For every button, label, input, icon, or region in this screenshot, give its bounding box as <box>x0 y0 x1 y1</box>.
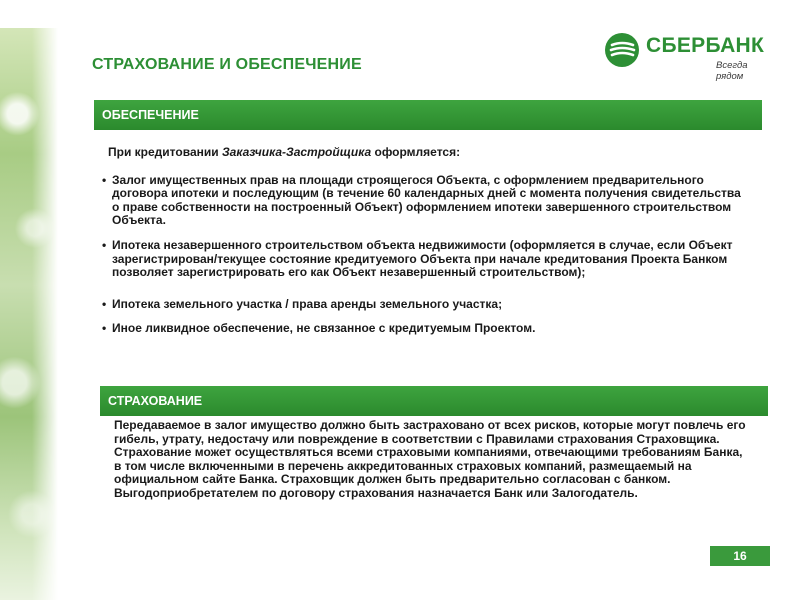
sberbank-logo <box>604 32 774 82</box>
sberbank-logo-icon <box>604 32 640 68</box>
collateral-item-unfinished-mortgage: • Ипотека незавершенного строительством объекта недвижимости (оформляется в случае, если Объект зарегистрирован/текущее состояние кредитуемого Объекта при начале кредитования Проекта Банком позволяет зарегистрировать его как Объект незавершенный строительством); <box>102 239 742 280</box>
insurance-paragraph-risks: Передаваемое в залог имущество должно быть застраховано от всех рисков, которые могут повлечь его гибель, утрату, недостачу или повреждение в соответствии с Правилами страхования Страховщика. <box>114 418 746 446</box>
intro-prefix: При кредитовании <box>108 145 222 159</box>
decorative-side-image <box>0 28 58 600</box>
collateral-item-other-security: • Иное ликвидное обеспечение, не связанное с кредитуемым Проектом. <box>102 322 742 336</box>
intro-emphasis: Заказчика-Застройщика <box>221 145 372 159</box>
collateral-item-pledge-rights: • Залог имущественных прав на площади строящегося Объекта, с оформлением предварительного договора ипотеки и последующим (в течение 60 календарных дней с момента получения свидетельства о праве собственности на построенный Объект) оформлением ипотеки завершенного строительством Объекта. <box>102 174 742 228</box>
insurance-section <box>114 419 750 501</box>
insurance-paragraph-companies: Страхование может осуществляться всеми страховыми компаниями, отвечающими требованиям Банка, в том числе включенными в перечень аккредитованных страховых компаний, размещаемый на официальном сайте Банка. Страховщик должен быть предварительно согласован с банком. <box>114 445 743 487</box>
insurance-paragraph-beneficiary: Выгодоприобретателем по договору страхования назначается Банк или Залогодатель. <box>114 485 638 500</box>
collateral-heading: ОБЕСПЕЧЕНИЕ <box>94 100 762 130</box>
collateral-item-land-mortgage: • Ипотека земельного участка / права аренды земельного участка; <box>102 298 742 312</box>
intro-suffix: оформляется: <box>371 145 461 159</box>
logo-name: СБЕРБАНК <box>646 34 765 57</box>
insurance-heading: СТРАХОВАНИЕ <box>100 386 768 416</box>
page-title: СТРАХОВАНИЕ И ОБЕСПЕЧЕНИЕ <box>92 56 362 73</box>
logo-slogan: Всегда рядом <box>716 60 748 82</box>
page-number: 16 <box>710 546 770 566</box>
collateral-section <box>102 146 742 336</box>
collateral-intro <box>102 146 742 160</box>
